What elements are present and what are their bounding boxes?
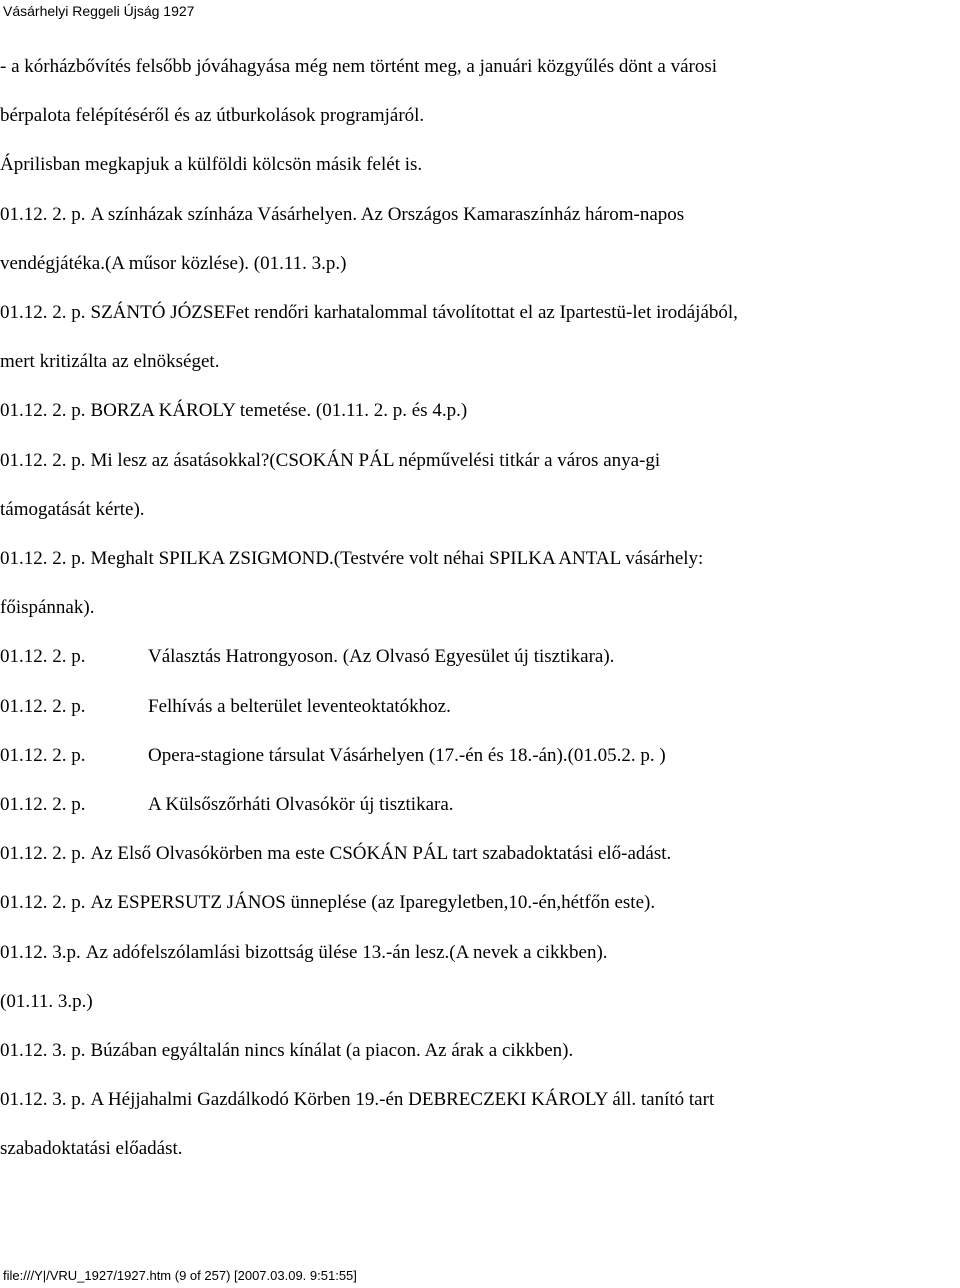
entry-text: SZÁNTÓ JÓZSEFet rendőri karhatalommal távolítottat el az Ipartestü-let irodájából,	[90, 302, 738, 323]
entry-text: - a kórházbővítés felsőbb jóváhagyása még nem történt meg, a januári közgyűlés dönt a városi	[0, 56, 718, 77]
entry-text: Az adófelszólamlási bizottság ülése 13.-án lesz.(A nevek a cikkben).	[85, 941, 608, 963]
entry-text: Áprilisban megkapjuk a külföldi kölcsön másik felét is.	[0, 154, 423, 176]
entry-text: főispánnak).	[0, 597, 95, 619]
entry-text: Felhívás a belterület leventeoktatókhoz.	[148, 695, 451, 717]
entry-line	[0, 288, 958, 337]
entry-line	[0, 42, 958, 91]
entry-text: Búzában egyáltalán nincs kínálat (a piacon. Az árak a cikkben).	[90, 1040, 574, 1061]
entry-text: A Külsőszőrháti Olvasókör új tisztikara.	[148, 794, 454, 815]
entry-line	[0, 140, 958, 189]
entry-text: vendégjátéka.(A műsor közlése). (01.11. 3.p.)	[0, 252, 347, 274]
entry-date: 01.12. 2. p.	[0, 203, 86, 225]
entry-text: Meghalt SPILKA ZSIGMOND.(Testvére volt néhai SPILKA ANTAL vásárhely:	[90, 548, 704, 569]
entry-date: 01.12. 2. p.	[0, 744, 86, 766]
entry-line	[0, 829, 958, 878]
entry-date: 01.12. 2. p.	[0, 892, 86, 914]
page-header: Vásárhelyi Reggeli Újság 1927	[3, 3, 195, 19]
entry-line	[0, 632, 958, 681]
entry-text: BORZA KÁROLY temetése. (01.11. 2. p. és 4.p.)	[90, 400, 468, 422]
entry-text: (01.11. 3.p.)	[0, 990, 93, 1012]
entry-line	[0, 731, 958, 780]
entry-text: Mi lesz az ásatásokkal?(CSOKÁN PÁL népművelési titkár a város anya-gi	[90, 449, 661, 471]
entry-line	[0, 239, 958, 288]
entry-line	[0, 878, 958, 927]
entry-line	[0, 1026, 958, 1075]
entry-line	[0, 928, 958, 977]
entry-line	[0, 1124, 958, 1173]
page-footer-url: file:///Y|/VRU_1927/1927.htm (9 of 257) [2007.03.09. 9:51:55]	[3, 1268, 357, 1283]
entry-line	[0, 583, 958, 632]
entry-text: támogatását kérte).	[0, 498, 145, 520]
entry-text: Az ESPERSUTZ JÁNOS ünneplése (az Iparegyletben,10.-én,hétfőn este).	[90, 892, 656, 914]
entry-date: 01.12. 2. p.	[0, 646, 86, 668]
entry-text: Választás Hatrongyoson. (Az Olvasó Egyesület új tisztikara).	[148, 646, 615, 668]
entry-date: 01.12. 3.p.	[0, 941, 81, 963]
entry-line	[0, 337, 958, 386]
entry-line	[0, 534, 958, 583]
entry-line	[0, 190, 958, 239]
entry-line	[0, 91, 958, 140]
entry-date: 01.12. 3. p.	[0, 1040, 86, 1061]
entry-line	[0, 436, 958, 485]
entry-date: 01.12. 3. p.	[0, 1089, 86, 1111]
entry-date: 01.12. 2. p.	[0, 449, 86, 471]
entry-date: 01.12. 2. p.	[0, 548, 86, 569]
entry-date: 01.12. 2. p.	[0, 843, 86, 865]
entry-date: 01.12. 2. p.	[0, 794, 86, 815]
entry-line	[0, 1075, 958, 1124]
entry-text: A színházak színháza Vásárhelyen. Az Országos Kamaraszínház három-napos	[90, 203, 685, 225]
entry-date: 01.12. 2. p.	[0, 400, 86, 422]
entry-date: 01.12. 2. p.	[0, 302, 86, 323]
entry-line	[0, 780, 958, 829]
entry-date: 01.12. 2. p.	[0, 695, 86, 717]
entry-text: Opera-stagione társulat Vásárhelyen (17.-én és 18.-án).(01.05.2. p. )	[148, 744, 666, 766]
entry-text: Az Első Olvasókörben ma este CSÓKÁN PÁL tart szabadoktatási elő-adást.	[90, 843, 672, 865]
entry-text: szabadoktatási előadást.	[0, 1138, 183, 1160]
entry-line	[0, 386, 958, 435]
entry-text: A Héjjahalmi Gazdálkodó Körben 19.-én DEBRECZEKI KÁROLY áll. tanító tart	[90, 1089, 715, 1111]
entry-text: mert kritizálta az elnökséget.	[0, 351, 220, 373]
entry-line	[0, 485, 958, 534]
entry-line	[0, 977, 958, 1026]
entry-text: bérpalota felépítéséről és az útburkolások programjáról.	[0, 105, 425, 127]
entry-line	[0, 682, 958, 731]
